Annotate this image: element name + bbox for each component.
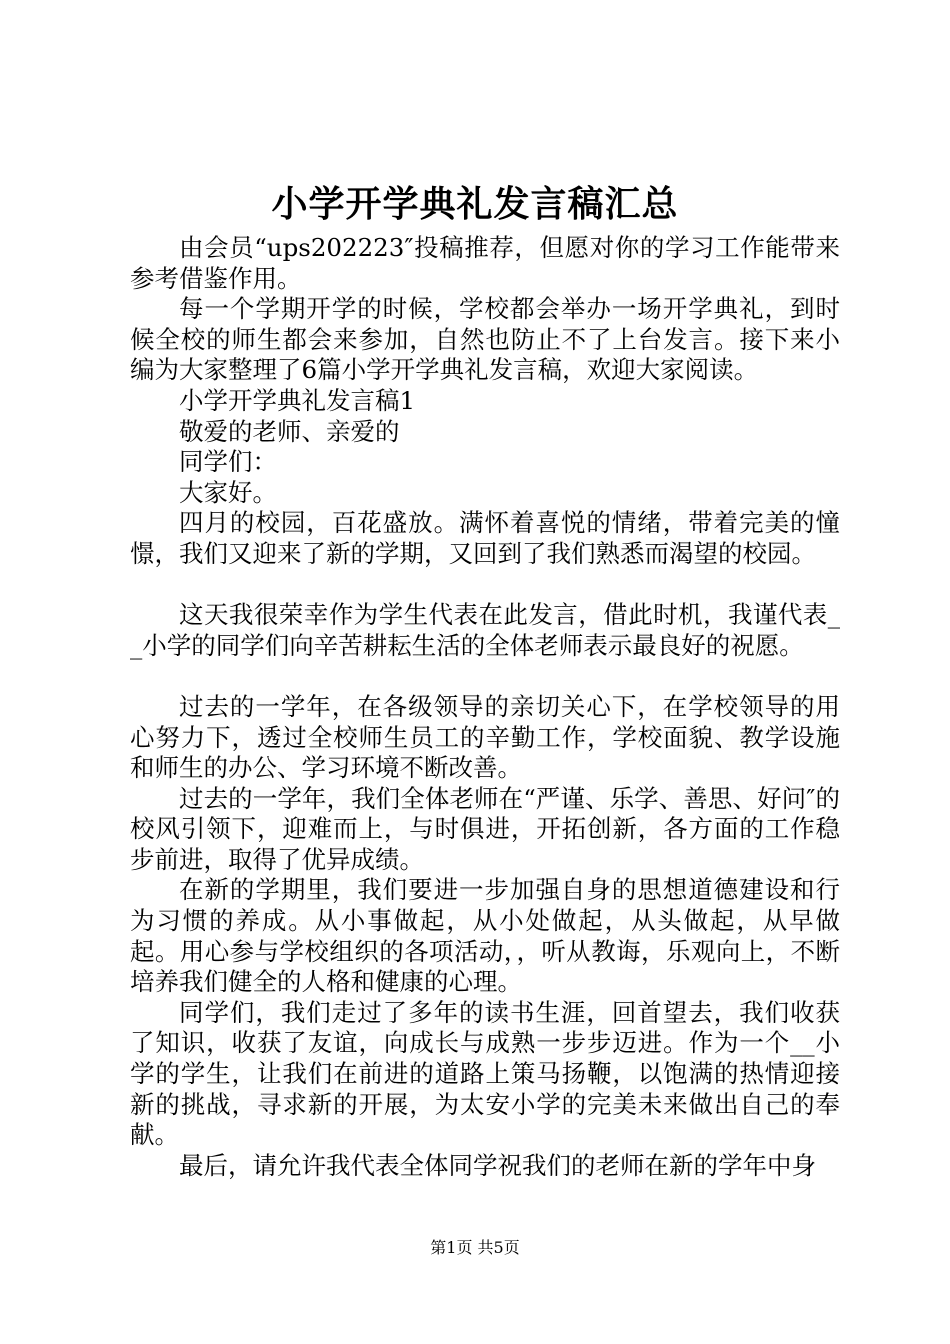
paragraph: 最后，请允许我代表全体同学祝我们的老师在新的学年中身 [179, 1150, 816, 1180]
paragraph: 同学们，我们走过了多年的读书生涯，回首望去，我们收获了知识，收获了友谊，向成长与成熟一步步迈进。作为一个__小学的学生，让我们在前进的道路上策马扬鞭，以饱满的热情迎接新的挑战，寻求新的开展，为太安小学的完美未来做出自己的奉献。 [130, 997, 840, 1150]
salutation-line: 同学们： [179, 447, 277, 477]
paragraph: 这天我很荣幸作为学生代表在此发言，借此时机，我谨代表__小学的同学们向辛苦耕耘生活的全体老师表示最良好的祝愿。 [130, 600, 840, 660]
paragraph-intro: 由会员“ups202223″投稿推荐，但愿对你的学习工作能带来参考借鉴作用。 [130, 233, 840, 293]
salutation-line: 敬爱的老师、亲爱的 [179, 416, 400, 446]
page-number-footer: 第1页 共5页 [430, 1238, 520, 1257]
document-body [130, 233, 840, 1181]
paragraph: 在新的学期里，我们要进一步加强自身的思想道德建设和行为习惯的养成。从小事做起，从小处做起，从头做起，从早做起。用心参与学校组织的各项活动，，听从教诲，乐观向上，不断培养我们健全的人格和健康的心理。 [130, 875, 840, 997]
greeting-line: 大家好。 [179, 477, 277, 507]
paragraph: 过去的一学年，在各级领导的亲切关心下，在学校领导的用心努力下，透过全校师生员工的辛勤工作，学校面貌、教学设施和师生的办公、学习环境不断改善。 [130, 691, 840, 783]
paragraph: 四月的校园，百花盛放。满怀着喜悦的情绪，带着完美的憧憬，我们又迎来了新的学期，又回到了我们熟悉而渴望的校园。 [130, 508, 840, 568]
paragraph-preface: 每一个学期开学的时候，学校都会举办一场开学典礼，到时候全校的师生都会来参加，自然也防止不了上台发言。接下来小编为大家整理了6篇小学开学典礼发言稿，欢迎大家阅读。 [130, 294, 840, 385]
paragraph: 过去的一学年，我们全体老师在“严谨、乐学、善思、好问″的校风引领下，迎难而上，与时俱进，开拓创新，各方面的工作稳步前进，取得了优异成绩。 [130, 783, 840, 874]
speech-heading: 小学开学典礼发言稿1 [179, 385, 416, 415]
document-title: 小学开学典礼发言稿汇总 [271, 183, 679, 225]
